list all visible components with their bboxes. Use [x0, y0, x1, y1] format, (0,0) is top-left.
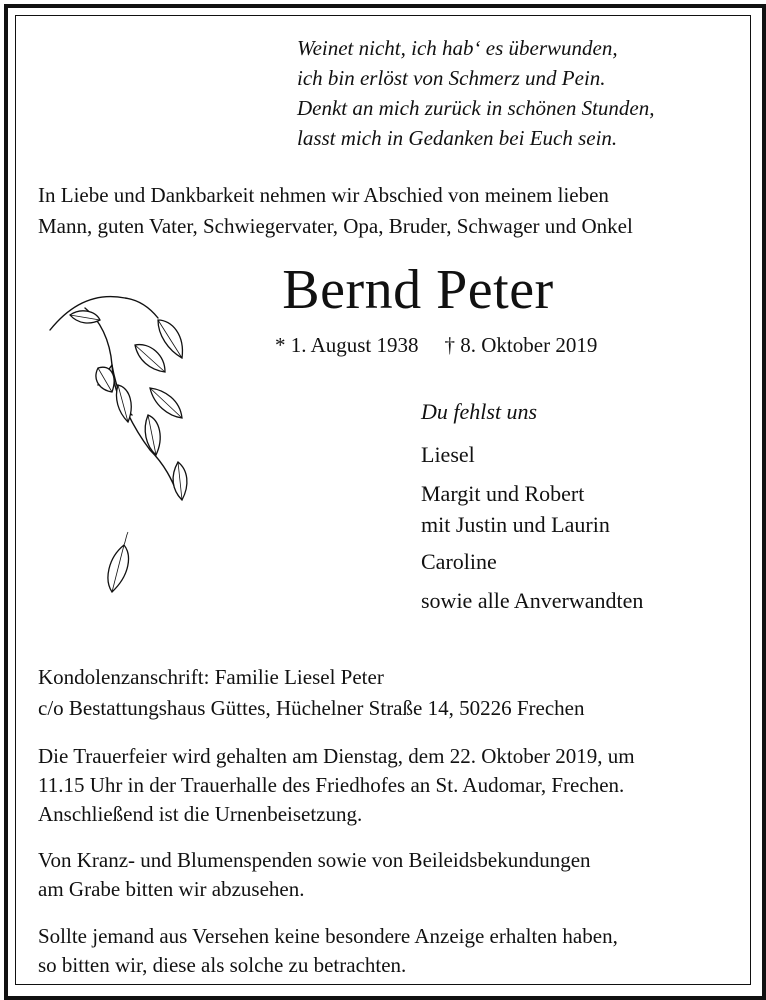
poem-line: Weinet nicht, ich hab‘ es überwunden,: [297, 36, 618, 60]
notice-line: Sollte jemand aus Versehen keine besondere Anzeige erhalten haben,: [38, 924, 618, 948]
condolence-address: [38, 662, 584, 724]
mourners-list: [421, 396, 643, 624]
poem-line: Denkt an mich zurück in schönen Stunden,: [297, 96, 655, 120]
mourner-line: Caroline: [421, 549, 497, 574]
intro-line: In Liebe und Dankbarkeit nehmen wir Abschied von meinem lieben: [38, 183, 609, 207]
mourners-heading: Du fehlst uns: [421, 399, 538, 424]
poem-line: lasst mich in Gedanken bei Euch sein.: [297, 126, 618, 150]
ceremony-line: Anschließend ist die Urnenbeisetzung.: [38, 802, 363, 826]
mourner-line: Margit und Robert: [421, 481, 585, 506]
address-line: c/o Bestattungshaus Güttes, Hüchelner Straße 14, 50226 Frechen: [38, 696, 585, 720]
poem: [297, 33, 655, 153]
birth-date: * 1. August 1938: [275, 333, 419, 357]
intro-text: [38, 180, 633, 242]
address-line: Kondolenzanschrift: Familie Liesel Peter: [38, 665, 384, 689]
ceremony-info: [38, 742, 635, 829]
notice-line: so bitten wir, diese als solche zu betrachten.: [38, 953, 407, 977]
mourner-line: mit Justin und Laurin: [421, 512, 610, 537]
ceremony-line: 11.15 Uhr in der Trauerhalle des Friedhofes an St. Audomar, Frechen.: [38, 773, 625, 797]
flowers-line: Von Kranz- und Blumenspenden sowie von Beileidsbekundungen: [38, 848, 591, 872]
mourner: [421, 585, 643, 616]
flowers-note: [38, 846, 591, 904]
deceased-name: Bernd Peter: [282, 259, 554, 321]
notice-note: [38, 922, 618, 980]
mourner: [421, 546, 643, 577]
mourner: [421, 478, 643, 540]
ceremony-line: Die Trauerfeier wird gehalten am Dienstag, dem 22. Oktober 2019, um: [38, 744, 635, 768]
mourner: [421, 439, 643, 470]
intro-line: Mann, guten Vater, Schwiegervater, Opa, Bruder, Schwager und Onkel: [38, 214, 633, 238]
poem-line: ich bin erlöst von Schmerz und Pein.: [297, 66, 606, 90]
mourner-line: sowie alle Anverwandten: [421, 588, 644, 613]
death-date: † 8. Oktober 2019: [444, 333, 598, 357]
life-dates: [275, 330, 597, 360]
flowers-line: am Grabe bitten wir abzusehen.: [38, 877, 305, 901]
birch-branch-illustration: [40, 280, 210, 610]
mourner-line: Liesel: [421, 442, 475, 467]
